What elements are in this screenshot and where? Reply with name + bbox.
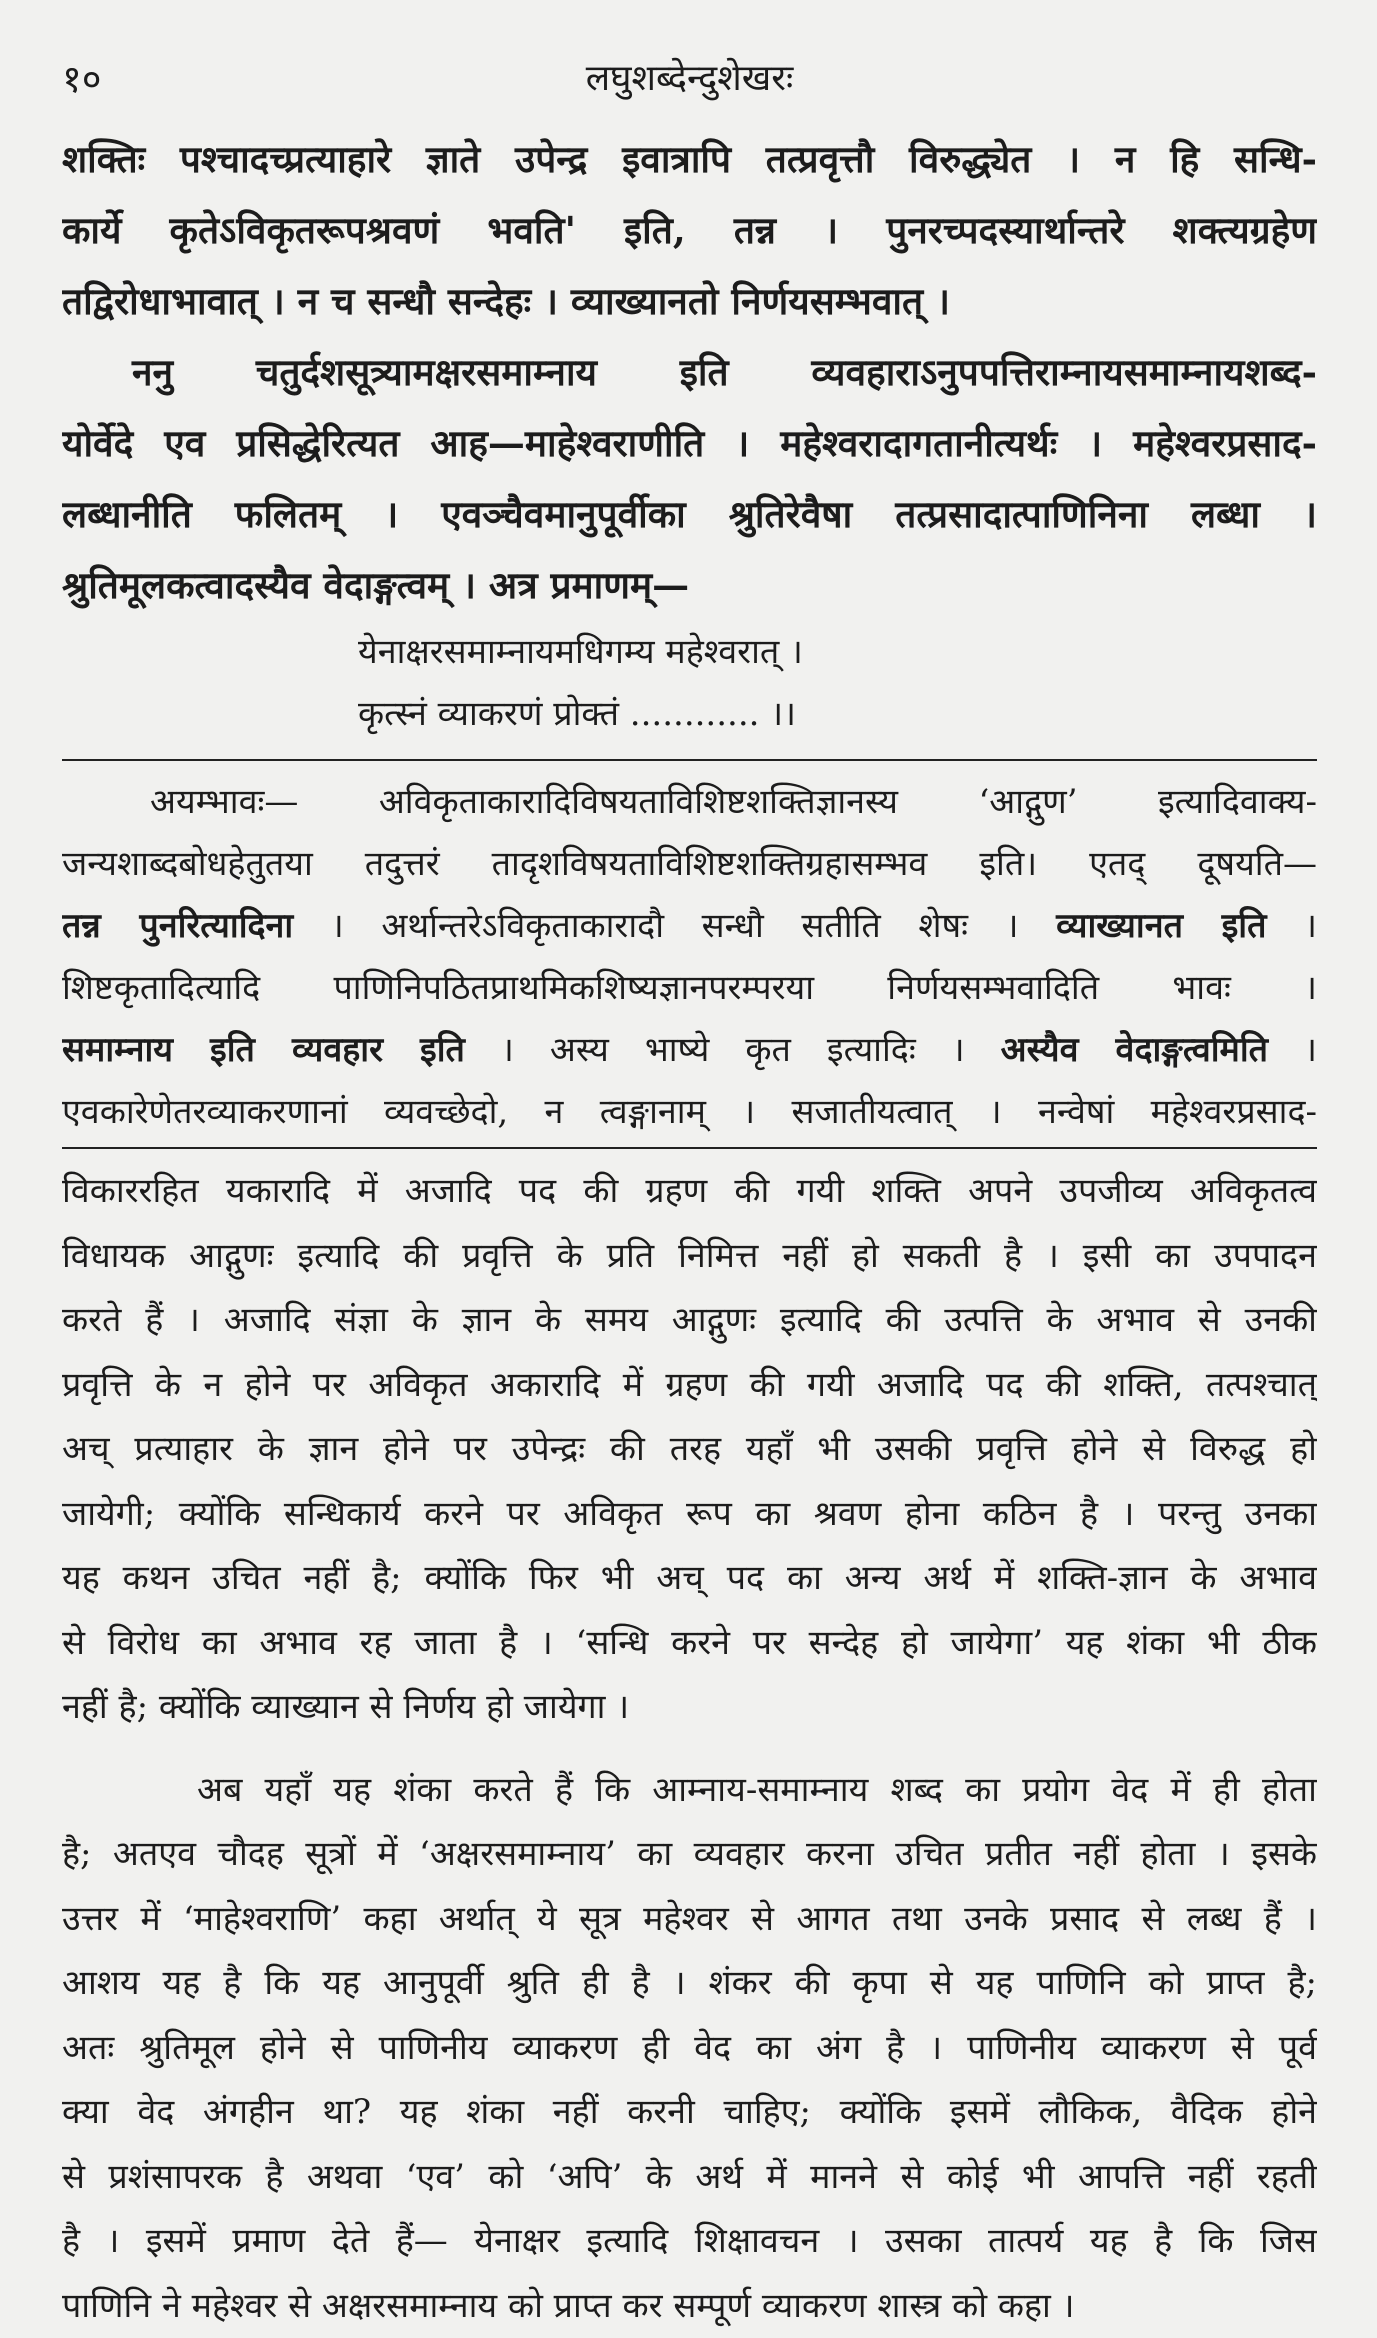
root-line: तद्विरोधाभावात् । न च सन्धौ सन्देहः । व्याख्यानतो निर्णयसम्भवात् । bbox=[62, 266, 1317, 337]
hindi-line: अतः श्रुतिमूल होने से पाणिनीय व्याकरण ही वेद का अंग है । पाणिनीय व्याकरण से पूर्व bbox=[62, 2016, 1317, 2081]
page-number: १० bbox=[62, 52, 102, 104]
root-line: श्रुतिमूलकत्वादस्यैव वेदाङ्गत्वम् । अत्र प्रमाणम्— bbox=[62, 550, 1317, 621]
hindi-line: उत्तर में ‘माहेश्वराणि’ कहा अर्थात् ये सूत्र महेश्वर से आगत तथा उनके प्रसाद से लब्ध हैं । bbox=[62, 1887, 1317, 1952]
hindi-line: अब यहाँ यह शंका करते हैं कि आम्नाय-समाम्नाय शब्द का प्रयोग वेद में ही होता bbox=[62, 1758, 1317, 1823]
hindi-line: प्रवृत्ति के न होने पर अविकृत अकारादि में ग्रहण की गयी अजादि पद की शक्ति, तत्पश्चात् bbox=[62, 1353, 1317, 1418]
root-line: शक्तिः पश्चादच्प्रत्याहारे ज्ञाते उपेन्द्र इवात्रापि तत्प्रवृत्तौ विरुद्ध्येत । न हि सन्धि- bbox=[62, 124, 1317, 195]
hindi-line: है । इसमें प्रमाण देते हैं— येनाक्षर इत्यादि शिक्षावचन । उसका तात्पर्य यह है कि जिस bbox=[62, 2209, 1317, 2274]
commentary-text: । bbox=[1266, 906, 1317, 946]
hindi-line: विकाररहित यकारादि में अजादि पद की ग्रहण की गयी शक्ति अपने उपजीव्य अविकृतत्व bbox=[62, 1159, 1317, 1224]
root-line: कार्ये कृतेऽविकृतरूपश्रवणं भवति' इति, तन्न । पुनरच्पदस्यार्थान्तरे शक्त्यग्रहेण bbox=[62, 195, 1317, 266]
sanskrit-commentary bbox=[62, 761, 1317, 1147]
hindi-translation bbox=[62, 1149, 1317, 2338]
verse-line: कृत्स्नं व्याकरणं प्रोक्तं ............ ।। bbox=[62, 683, 1317, 745]
commentary-line: शिष्टकृतादित्यादि पाणिनिपठितप्राथमिकशिष्यज्ञानपरम्परया निर्णयसम्भवादिति भावः । bbox=[62, 957, 1317, 1019]
commentary-text: । bbox=[1268, 1030, 1317, 1070]
commentary-line: जन्यशाब्दबोधहेतुतया तदुत्तरं तादृशविषयताविशिष्टशक्तिग्रहासम्भव इति। एतद् दूषयति— bbox=[62, 833, 1317, 895]
page-header bbox=[62, 52, 1317, 120]
lemma: व्याख्यानत इति bbox=[1056, 906, 1266, 946]
commentary-line: अयम्भावः— अविकृताकारादिविषयताविशिष्टशक्तिज्ञानस्य ‘आद्गुण’ इत्यादिवाक्य- bbox=[62, 771, 1317, 833]
commentary-text: । अस्य भाष्ये कृत इत्यादिः । bbox=[465, 1030, 1001, 1070]
running-title: लघुशब्देन्दुशेखरः bbox=[62, 52, 1317, 101]
commentary-text: । अर्थान्तरेऽविकृताकारादौ सन्धौ सतीति शेषः । bbox=[293, 906, 1056, 946]
lemma: अस्यैव वेदाङ्गत्वमिति bbox=[1001, 1030, 1268, 1070]
root-line: योर्वेदे एव प्रसिद्धेरित्यत आह—माहेश्वराणीति । महेश्वरादागतानीत्यर्थः । महेश्वरप्रसाद- bbox=[62, 408, 1317, 479]
verse-line: येनाक्षरसमाम्नायमधिगम्य महेश्वरात् । bbox=[62, 621, 1317, 683]
lemma: समाम्नाय इति व्यवहार इति bbox=[62, 1030, 465, 1070]
hindi-line: करते हैं । अजादि संज्ञा के ज्ञान के समय आद्गुणः इत्यादि की उत्पत्ति के अभाव से उनकी bbox=[62, 1288, 1317, 1353]
hindi-line: से विरोध का अभाव रह जाता है । ‘सन्धि करने पर सन्देह हो जायेगा’ यह शंका भी ठीक bbox=[62, 1611, 1317, 1676]
hindi-line: विधायक आद्गुणः इत्यादि की प्रवृत्ति के प्रति निमित्त नहीं हो सकती है । इसी का उपपादन bbox=[62, 1224, 1317, 1289]
hindi-line: क्या वेद अंगहीन था? यह शंका नहीं करनी चाहिए; क्योंकि इसमें लौकिक, वैदिक होने bbox=[62, 2080, 1317, 2145]
hindi-line: नहीं है; क्योंकि व्याख्यान से निर्णय हो जायेगा । bbox=[62, 1675, 1317, 1740]
hindi-line: पाणिनि ने महेश्वर से अक्षरसमाम्नाय को प्राप्त कर सम्पूर्ण व्याकरण शास्त्र को कहा । bbox=[62, 2274, 1317, 2338]
hindi-line: से प्रशंसापरक है अथवा ‘एव’ को ‘अपि’ के अर्थ में मानने से कोई भी आपत्ति नहीं रहती bbox=[62, 2145, 1317, 2210]
hindi-line: आशय यह है कि यह आनुपूर्वी श्रुति ही है । शंकर की कृपा से यह पाणिनि को प्राप्त है; bbox=[62, 1951, 1317, 2016]
paragraph-gap bbox=[62, 1740, 1317, 1758]
commentary-line bbox=[62, 1019, 1317, 1081]
hindi-line: अच् प्रत्याहार के ज्ञान होने पर उपेन्द्रः की तरह यहाँ भी उसकी प्रवृत्ति होने से विरुद्ध हो bbox=[62, 1417, 1317, 1482]
root-line: लब्धानीति फलितम् । एवञ्चैवमानुपूर्वीका श्रुतिरेवैषा तत्प्रसादात्पाणिनिना लब्धा । bbox=[62, 479, 1317, 550]
lemma: तन्न पुनरित्यादिना bbox=[62, 906, 293, 946]
root-text bbox=[62, 124, 1317, 745]
hindi-line: जायेगी; क्योंकि सन्धिकार्य करने पर अविकृत रूप का श्रवण होना कठिन है । परन्तु उनका bbox=[62, 1482, 1317, 1547]
root-line: ननु चतुर्दशसूत्र्यामक्षरसमाम्नाय इति व्यवहाराऽनुपपत्तिराम्नायसमाम्नायशब्द- bbox=[62, 337, 1317, 408]
hindi-line: यह कथन उचित नहीं है; क्योंकि फिर भी अच् पद का अन्य अर्थ में शक्ति-ज्ञान के अभाव bbox=[62, 1546, 1317, 1611]
commentary-line bbox=[62, 895, 1317, 957]
hindi-line: है; अतएव चौदह सूत्रों में ‘अक्षरसमाम्नाय’ का व्यवहार करना उचित प्रतीत नहीं होता । इसके bbox=[62, 1822, 1317, 1887]
commentary-line: एवकारेणेतरव्याकरणानां व्यवच्छेदो, न त्वङ्गानाम् । सजातीयत्वात् । नन्वेषां महेश्वरप्रसाद- bbox=[62, 1081, 1317, 1143]
